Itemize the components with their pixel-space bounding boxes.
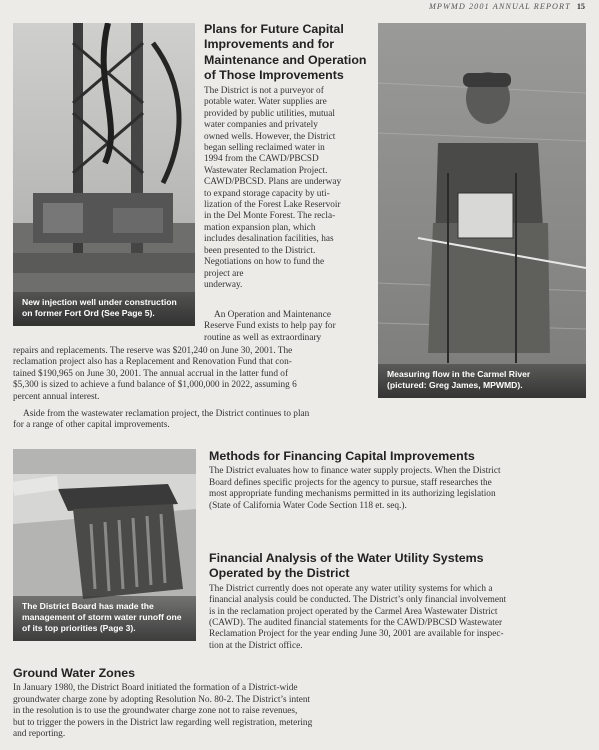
text-line: The District currently does not operate any water utility systems for which a <box>209 583 493 594</box>
text-line: water companies and privately <box>204 120 318 131</box>
drill-rig-photo <box>13 23 195 326</box>
running-header <box>429 2 585 11</box>
text-line: began selling reclaimed water in <box>204 143 325 154</box>
text-line: Aside from the wastewater reclamation project, the District continues to plan <box>23 409 310 419</box>
river-caption <box>378 364 586 398</box>
text-line: (CAWD). The audited financial statements for the CAWD/PBCSD Wastewater <box>209 618 503 629</box>
caption-line: of its top priorities (Page 3). <box>22 623 136 633</box>
text-line: project are <box>204 268 244 279</box>
text-line: to expand storage capacity by uti- <box>204 188 330 199</box>
text-line: provided by public utilities, mutual <box>204 108 335 119</box>
text-line: includes desalination facilities, has <box>204 234 334 245</box>
ground-water-section <box>13 666 413 740</box>
text-line: and reporting. <box>13 729 66 740</box>
text-line: (State of California Water Code Section 118 et. seq.). <box>209 500 407 511</box>
storm-drain-caption <box>13 596 196 641</box>
caption-line: The District Board has made the <box>22 601 154 611</box>
text-line: is in the reclamation project operated by the Carmel Area Wastewater District <box>209 606 498 617</box>
text-line: Reclamation Project for the year ending June 30, 2001 are available for inspec- <box>209 629 504 640</box>
plans-heading <box>204 22 374 84</box>
plans-paragraph-1 <box>204 86 376 291</box>
text-line: reclamation project also has a Replacement and Renovation Fund that con- <box>13 357 292 368</box>
page-number: 15 <box>576 2 585 11</box>
text-line: 1994 from the CAWD/PBCSD <box>204 154 319 165</box>
text-line: owned wells. However, the District <box>204 131 336 142</box>
text-line: Negotiations on how to fund the <box>204 257 325 268</box>
caption-line: New injection well under construction <box>22 297 177 307</box>
heading-line: Improvements and for <box>204 37 335 52</box>
text-line: but to trigger the powers in the District law regarding well registration, metering <box>13 717 313 728</box>
text-line: The District evaluates how to finance water supply projects. When the District <box>209 466 501 477</box>
text-line: in the resolution is to use the groundwater charge zone not to raise revenues, <box>13 706 298 717</box>
drill-rig-caption <box>13 292 195 326</box>
text-line: percent annual interest. <box>13 391 100 402</box>
text-line: tained $190,965 on June 30, 2001. The annual accrual in the latter fund of <box>13 368 289 379</box>
heading-line: Operated by the District <box>209 566 350 581</box>
plans-paragraph-2-wide <box>13 346 373 403</box>
text-line: $5,300 is sized to achieve a fund balance of $1,000,000 in 2022, assuming 6 <box>13 380 297 391</box>
text-line: been presented to the District. <box>204 245 316 256</box>
heading-line: Financial Analysis of the Water Utility Systems <box>209 551 484 565</box>
caption-line: on former Fort Ord (See Page 5). <box>22 308 155 318</box>
ground-water-heading: Ground Water Zones <box>13 666 136 680</box>
heading-line: Maintenance and Operation <box>204 52 367 67</box>
text-line: in the Del Monte Forest. The recla- <box>204 211 336 222</box>
report-title: MPWMD 2001 ANNUAL REPORT <box>428 2 571 11</box>
text-line: Reserve Fund exists to help pay for <box>204 321 336 332</box>
river-image <box>378 23 586 398</box>
heading-line: Plans for Future Capital <box>204 22 344 36</box>
heading-line: of Those Improvements <box>204 68 344 83</box>
text-line: tion at the District office. <box>209 640 303 651</box>
river-photo <box>378 23 586 398</box>
caption-line: Measuring flow in the Carmel River <box>387 369 531 379</box>
text-line: financial analysis could be conducted. The District’s only financial involvement <box>209 595 507 606</box>
heading-line <box>204 22 374 84</box>
financial-analysis-heading <box>209 551 589 582</box>
text-line: In January 1980, the District Board initiated the formation of a District-wide <box>13 683 298 694</box>
text-line: The District is not a purveyor of <box>204 86 324 96</box>
drill-rig-image <box>13 23 195 326</box>
text-line: potable water. Water supplies are <box>204 97 327 108</box>
text-line: mation expansion plan, which <box>204 222 316 233</box>
text-line: most appropriate funding mechanisms permitted in its authorizing legislation <box>209 489 496 500</box>
plans-paragraph-2-narrow <box>204 310 376 344</box>
text-line: An Operation and Maintenance <box>214 310 331 320</box>
text-line: lization of the Forest Lake Reservoir <box>204 200 341 211</box>
text-line: for a range of other capital improvements. <box>13 420 170 431</box>
financing-heading: Methods for Financing Capital Improvements <box>209 449 475 463</box>
storm-drain-photo <box>13 449 196 641</box>
caption-line: management of storm water runoff one <box>22 612 182 622</box>
financing-section <box>209 449 589 512</box>
text-line: underway. <box>204 279 243 290</box>
caption-line: (pictured: Greg James, MPWMD). <box>387 380 523 390</box>
text-line: Board defines specific projects for the agency to pursue, staff researches the <box>209 477 492 488</box>
text-line: Wastewater Reclamation Project. <box>204 165 328 176</box>
plans-paragraph-3 <box>13 409 393 432</box>
text-line: routine as well as extraordinary <box>204 332 322 343</box>
text-line: repairs and replacements. The reserve was $201,240 on June 30, 2001. The <box>13 346 293 356</box>
text-line: groundwater charge zone by adopting Resolution No. 80-2. The District’s intent <box>13 694 311 705</box>
financial-analysis-section <box>209 551 589 652</box>
text-line: CAWD/PBCSD. Plans are underway <box>204 177 342 188</box>
